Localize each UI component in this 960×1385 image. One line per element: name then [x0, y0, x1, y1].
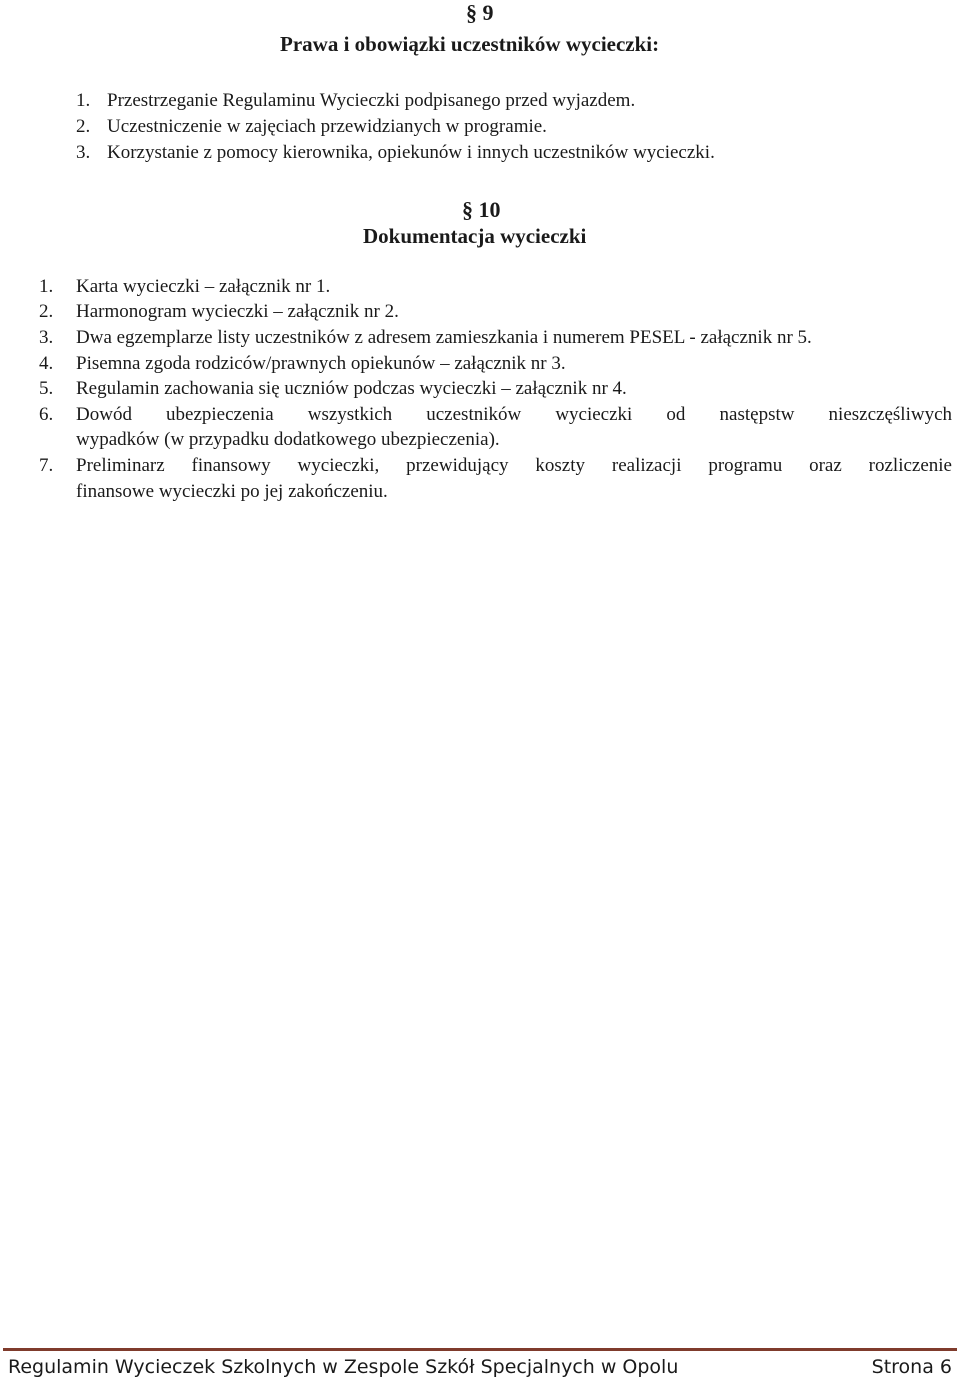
list-item: [0, 274, 960, 300]
list-item-number: 5.: [39, 378, 54, 399]
list-item: [0, 114, 960, 140]
section-9-heading: Prawa i obowiązki uczestników wycieczki:: [280, 32, 660, 56]
list-item-text: Dwa egzemplarze listy uczestników z adresem zamieszkania i numerem PESEL - załącznik nr 5.: [76, 327, 812, 348]
list-item-text: Korzystanie z pomocy kierownika, opiekunów i innych uczestników wycieczki.: [107, 142, 715, 163]
list-item-number: 7.: [39, 455, 54, 476]
footer-divider: [3, 1348, 957, 1351]
list-item-number: 2.: [39, 301, 54, 322]
list-item-text-line2: wypadków (w przypadku dodatkowego ubezpieczenia).: [76, 429, 500, 450]
list-item: [0, 402, 960, 454]
list-item: [0, 299, 960, 325]
list-item-number: 1.: [39, 276, 54, 297]
list-item-text: Harmonogram wycieczki – załącznik nr 2.: [76, 301, 399, 322]
list-item: [0, 140, 960, 166]
list-item-text-line1: Preliminarz finansowy wycieczki, przewidujący koszty realizacji programu oraz rozliczenie: [76, 455, 952, 476]
list-item-number: 2.: [76, 116, 91, 137]
list-item-text: Regulamin zachowania się uczniów podczas wycieczki – załącznik nr 4.: [76, 378, 627, 399]
list-item-number: 1.: [76, 90, 91, 111]
list-item-text: Uczestniczenie w zajęciach przewidzianych w programie.: [107, 116, 547, 137]
list-item: [0, 325, 960, 351]
section-10-number: § 10: [462, 197, 501, 222]
list-item-number: 3.: [39, 327, 54, 348]
section-9-number: § 9: [466, 0, 494, 25]
list-item: [0, 351, 960, 377]
footer-title: Regulamin Wycieczek Szkolnych w Zespole Szkół Specjalnych w Opolu: [8, 1356, 679, 1378]
list-item-number: 3.: [76, 142, 91, 163]
list-item: [0, 453, 960, 505]
list-item-text-line1: Dowód ubezpieczenia wszystkich uczestników wycieczki od następstw nieszczęśliwych: [76, 404, 952, 425]
list-item-text: Przestrzeganie Regulaminu Wycieczki podpisanego przed wyjazdem.: [107, 90, 636, 111]
list-item-text: Pisemna zgoda rodziców/prawnych opiekunów – załącznik nr 3.: [76, 353, 566, 374]
list-item: [0, 376, 960, 402]
list-item-number: 4.: [39, 353, 54, 374]
list-item-text-line2: finansowe wycieczki po jej zakończeniu.: [76, 481, 388, 502]
list-item-number: 6.: [39, 404, 54, 425]
list-item: [0, 88, 960, 114]
section-10-heading: Dokumentacja wycieczki: [363, 224, 587, 248]
list-item-text: Karta wycieczki – załącznik nr 1.: [76, 276, 331, 297]
footer-page-number: Strona 6: [871, 1356, 952, 1378]
